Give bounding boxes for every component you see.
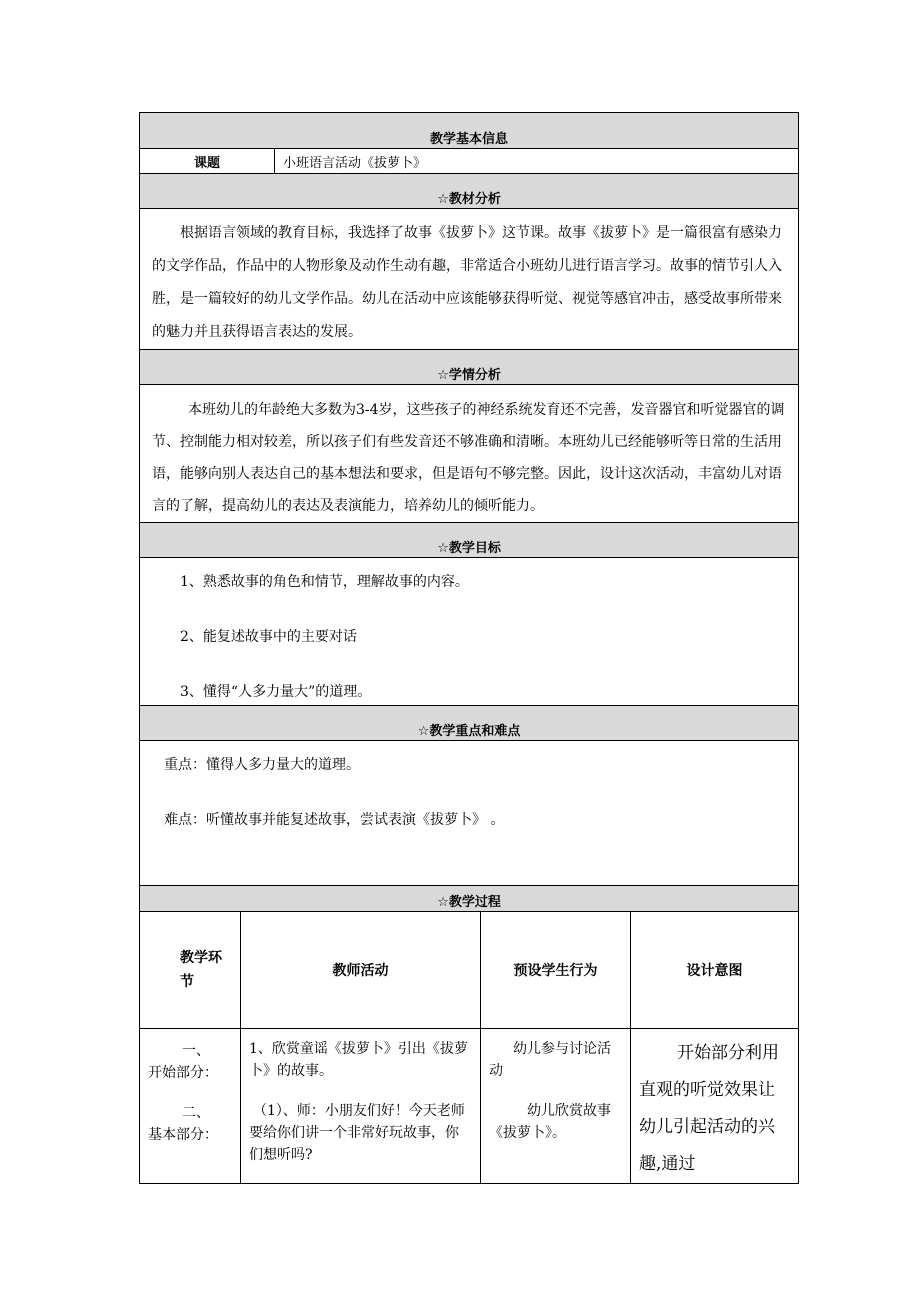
topic-label-cell <box>140 149 275 174</box>
col-header-stage <box>140 912 241 1029</box>
student-behavior-cell <box>481 1029 631 1184</box>
goal-item: 1、熟悉故事的角色和情节，理解故事的内容。 <box>180 574 469 590</box>
stage-2-number: 二、 <box>182 1105 210 1121</box>
learners-body <box>140 385 799 523</box>
topic-value-cell <box>275 149 799 174</box>
stage-cell <box>140 1029 241 1184</box>
design-intent-text: 开始部分利用直观的听觉效果让幼儿引起活动的兴趣,通过 <box>639 1043 779 1174</box>
topic-label: 课题 <box>193 155 220 171</box>
process-header <box>140 886 799 912</box>
key-points-title: ☆教学重点和难点 <box>417 724 521 739</box>
learners-header <box>140 350 799 385</box>
goal-item: 3、懂得“人多力量大”的道理。 <box>180 684 372 700</box>
goals-title: ☆教学目标 <box>437 541 501 556</box>
goals-body <box>140 558 799 706</box>
difficult-point-text: 难点：听懂故事并能复述故事，尝试表演《拔萝卜》 。 <box>164 812 505 828</box>
key-points-header <box>140 706 799 741</box>
process-title: ☆教学过程 <box>437 895 501 910</box>
learners-text: 本班幼儿的年龄绝大多数为3-4岁，这些孩子的神经系统发育还不完善，发音器官和听觉器官的调节、控制能力相对较差，所以孩子们有些发音还不够准确和清晰。本班幼儿已经能够听等日常的生活用语，能够向别人表达自己的基本想法和要求，但是语句不够完整。因此，设计这次活动，丰富幼儿对语言的了解，提高幼儿的表达及表演能力，培养幼儿的倾听能力。 <box>152 402 785 514</box>
col-header-intent <box>631 912 799 1029</box>
stage-1-name: 开始部分： <box>148 1065 218 1081</box>
lesson-plan-page <box>139 112 798 1184</box>
student-behavior-1: 幼儿参与讨论活动 <box>489 1041 611 1079</box>
stage-2-name: 基本部分： <box>148 1127 218 1143</box>
materials-header <box>140 174 799 209</box>
basic-info-title: 教学基本信息 <box>430 132 509 147</box>
col-header-student <box>481 912 631 1029</box>
col-header-stage-text: 教学环节 <box>180 950 222 990</box>
col-header-teacher <box>241 912 481 1029</box>
student-behavior-2: 幼儿欣赏故事《拔萝卜》。 <box>489 1103 611 1141</box>
lesson-plan-table <box>139 112 799 1184</box>
teacher-activity-2: （1）、师：小朋友们好！今天老师要给你们讲一个非常好玩故事，你们想听吗? <box>249 1103 465 1163</box>
materials-body <box>140 209 799 350</box>
col-header-intent-text: 设计意图 <box>686 963 743 979</box>
design-intent-cell <box>631 1029 799 1184</box>
goals-header <box>140 523 799 558</box>
col-header-teacher-text: 教师活动 <box>332 963 389 979</box>
key-points-body <box>140 741 799 886</box>
goal-item: 2、能复述故事中的主要对话 <box>180 629 357 645</box>
materials-text: 根据语言领域的教育目标，我选择了故事《拔萝卜》这节课。故事《拔萝卜》是一篇很富有感染力的文学作品，作品中的人物形象及动作生动有趣，非常适合小班幼儿进行语言学习。故事的情节引人入胜，是一篇较好的幼儿文学作品。幼儿在活动中应该能够获得听觉、视觉等感官冲击，感受故事所带来的魅力并且获得语言表达的发展。 <box>152 225 782 340</box>
learners-title: ☆学情分析 <box>437 368 501 383</box>
key-point-text: 重点：懂得人多力量大的道理。 <box>164 757 360 773</box>
teacher-activity-1: 1、欣赏童谣《拔萝卜》引出《拔萝卜》的故事。 <box>249 1041 468 1079</box>
teacher-activity-cell <box>241 1029 481 1184</box>
materials-title: ☆教材分析 <box>437 192 501 207</box>
stage-1-number: 一、 <box>182 1043 210 1059</box>
basic-info-header <box>140 113 799 149</box>
topic-value: 小班语言活动《拔萝卜》 <box>283 155 427 171</box>
col-header-student-text: 预设学生行为 <box>513 963 598 979</box>
